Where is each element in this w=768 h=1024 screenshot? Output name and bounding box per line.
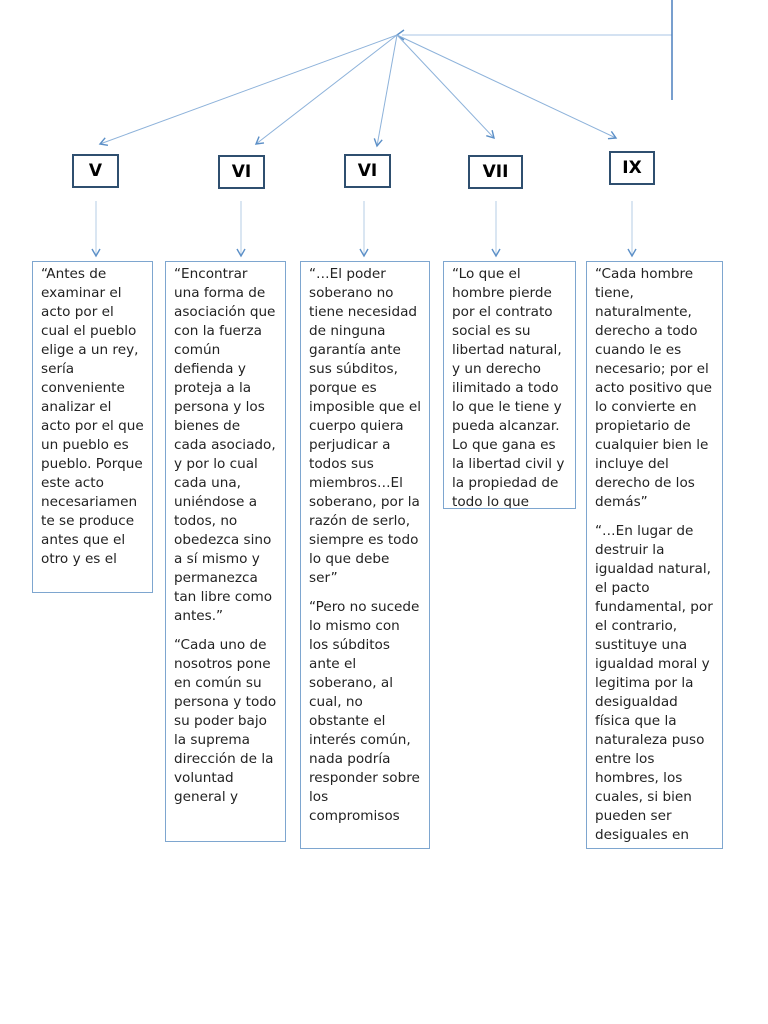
quote-text: “Pero no sucede lo mismo con los súbditos ante el soberano, al cual, no obstante el interés común, nada podría responder sobre los compromisos [309,599,420,824]
quote-box-v [32,261,153,593]
chapter-box-vii: VII [468,155,523,189]
quote-box-vi-second [300,261,430,849]
quote-text: “…El poder soberano no tiene necesidad de ninguna garantía ante sus súbditos, porque es imposible que el cuerpo quiera perjudicar a todos sus miembros…El soberano, por la razón de serlo, siempre es todo lo que debe ser” [309,266,421,586]
branch-line-vii [397,35,494,138]
quote-text: “…En lugar de destruir la igualdad natural, el pacto fundamental, por el contrario, sustituye una igualdad moral y legitima por la desigualdad física que la naturaleza puso entre los hombres, los cuales, si bien pueden ser desiguales en [595,523,713,843]
quote-box-vii [443,261,576,509]
quote-text: “Antes de examinar el acto por el cual el pueblo elige a un rey, sería conveniente analizar el acto por el que un pueblo es pueblo. Porque este acto necesariamen te se produce antes que el otro y es el [41,266,144,567]
quote-text: “Lo que el hombre pierde por el contrato social es su libertad natural, y un derecho ilimitado a todo lo que le tiene y pueda alcanzar. Lo que gana es la libertad civil y la propiedad de todo lo que [452,266,565,509]
quote-text: “Encontrar una forma de asociación que con la fuerza común defienda y proteja a la persona y los bienes de cada asociado, y por lo cual cada una, uniéndose a todos, no obedezca sino a sí mismo y permanezca tan libre como antes.” [174,266,276,624]
quote-box-vi-first [165,261,286,842]
quote-box-ix [586,261,723,849]
branch-line-vi-second [377,35,397,146]
chapter-box-v: V [72,154,119,188]
branch-line-vi-first [256,35,397,144]
chapter-box-vi-first: VI [218,155,265,189]
branch-line-ix [397,35,616,138]
quote-text: “Cada hombre tiene, naturalmente, derecho a todo cuando le es necesario; por el acto positivo que lo convierte en propietario de cualquier bien le incluye del derecho de los demás” [595,266,712,510]
chapter-box-ix: IX [609,151,655,185]
branch-line-v [100,35,397,144]
quote-text: “Cada uno de nosotros pone en común su persona y todo su poder bajo la suprema dirección de la voluntad general y [174,637,277,805]
chapter-box-vi-second: VI [344,154,391,188]
